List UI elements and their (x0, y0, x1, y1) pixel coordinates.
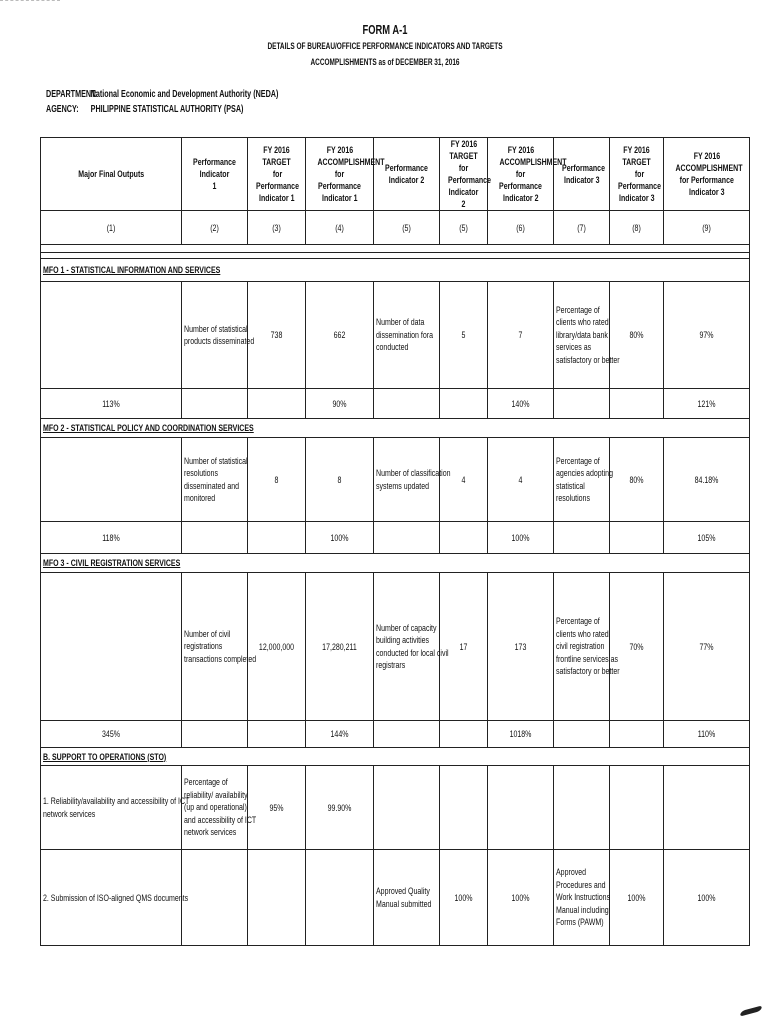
col-header-target1: FY 2016 TARGET for Performance Indicator 1 (248, 138, 306, 211)
spacer-row (41, 245, 750, 253)
section-title: B. SUPPORT TO OPERATIONS (STO) (41, 748, 750, 766)
accomplishment-3-value: 77% (664, 573, 750, 721)
col-number: (9) (664, 211, 750, 245)
summary-accomp2: 100% (488, 522, 554, 554)
summary-accomp1: 100% (306, 522, 374, 554)
accomplishment-2-value: 7 (488, 282, 554, 389)
summary-mfo: 113% (41, 389, 182, 419)
agency-value: PHILIPPINE STATISTICAL AUTHORITY (PSA) (90, 104, 244, 115)
summary-accomp1: 144% (306, 721, 374, 748)
section-row-sto (41, 748, 750, 766)
target-3-value: 80% (610, 438, 664, 522)
col-header-accomp3: FY 2016 ACCOMPLISHMENT for Performance Indicator 3 (664, 138, 750, 211)
indicator-row-mfo3 (41, 573, 750, 721)
form-date-line: ACCOMPLISHMENTS as of DECEMBER 31, 2016 (310, 57, 460, 67)
handwritten-mark (739, 1005, 762, 1016)
scan-edge-mark (0, 0, 60, 5)
summary-accomp2: 1018% (488, 721, 554, 748)
target-1-value: 738 (248, 282, 306, 389)
target-2-value: 17 (440, 573, 488, 721)
accomplishment-1-value: 17,280,211 (306, 573, 374, 721)
summary-mfo: 345% (41, 721, 182, 748)
accomplishment-2-value: 100% (488, 850, 554, 946)
accomplishment-1-value: 662 (306, 282, 374, 389)
indicator-3-text: Percentage of clients who rated civil registration frontline services as satisfactory or better (554, 573, 610, 721)
summary-row-mfo3 (41, 721, 750, 748)
indicator-2-text: Number of data dissemination fora conducted (374, 282, 440, 389)
sto-row-ict (41, 766, 750, 850)
indicator-row-mfo2 (41, 438, 750, 522)
target-2-value: 5 (440, 282, 488, 389)
accomplishment-3-value: 97% (664, 282, 750, 389)
col-number: (7) (554, 211, 610, 245)
target-2-value: 100% (440, 850, 488, 946)
mfo-cell (41, 438, 182, 522)
col-header-pi2: Performance Indicator 2 (374, 138, 440, 211)
section-row-mfo3 (41, 554, 750, 573)
col-number: (6) (488, 211, 554, 245)
target-3-value: 80% (610, 282, 664, 389)
accomplishment-3-value: 100% (664, 850, 750, 946)
indicator-2-text: Number of capacity building activities conducted for local civil registrars (374, 573, 440, 721)
col-number: (4) (306, 211, 374, 245)
mfo-cell (41, 573, 182, 721)
sto-mfo-qms: 2. Submission of ISO-aligned QMS documents (41, 850, 182, 946)
indicator-1-text: Number of statistical products disseminated (182, 282, 248, 389)
column-header-row (41, 138, 750, 211)
indicator-row-mfo1 (41, 282, 750, 389)
accomplishment-2-value: 4 (488, 438, 554, 522)
indicator-1-text: Number of statistical resolutions disseminated and monitored (182, 438, 248, 522)
form-title: FORM A-1 (362, 22, 408, 37)
section-title: MFO 1 - STATISTICAL INFORMATION AND SERVICES (41, 259, 750, 282)
target-1-value: 95% (248, 766, 306, 850)
indicator-1-text: Percentage of reliability/ availability (up and operational) and accessibility of ICT network services (182, 766, 248, 850)
accomplishment-1-value: 8 (306, 438, 374, 522)
col-header-pi1: Performance Indicator 1 (182, 138, 248, 211)
col-header-accomp2: FY 2016 ACCOMPLISHMENT for Performance Indicator 2 (488, 138, 554, 211)
summary-row-mfo2 (41, 522, 750, 554)
col-header-accomp1: FY 2016 ACCOMPLISHMENT for Performance Indicator 1 (306, 138, 374, 211)
section-row-mfo1 (41, 259, 750, 282)
sto-row-qms (41, 850, 750, 946)
summary-accomp1: 90% (306, 389, 374, 419)
summary-mfo: 118% (41, 522, 182, 554)
sto-mfo-ict: 1. Reliability/availability and accessibility of ICT network services (41, 766, 182, 850)
agency-label: AGENCY: (46, 104, 79, 115)
section-title: MFO 2 - STATISTICAL POLICY AND COORDINATION SERVICES (41, 419, 750, 438)
department-value: National Economic and Development Authority (NEDA) (90, 89, 279, 100)
indicator-3-text: Percentage of clients who rated library/data bank services as satisfactory or better (554, 282, 610, 389)
form-subtitle: DETAILS OF BUREAU/OFFICE PERFORMANCE INDICATORS AND TARGETS (267, 41, 503, 51)
summary-accomp2: 140% (488, 389, 554, 419)
accomplishment-3-value: 84.18% (664, 438, 750, 522)
summary-accomp3: 105% (664, 522, 750, 554)
accomplishment-2-value: 173 (488, 573, 554, 721)
col-header-target2: FY 2016 TARGET for Performance Indicator 2 (440, 138, 488, 211)
target-3-value: 100% (610, 850, 664, 946)
section-title: MFO 3 - CIVIL REGISTRATION SERVICES (41, 554, 750, 573)
col-number: (1) (41, 211, 182, 245)
target-1-value: 12,000,000 (248, 573, 306, 721)
section-row-mfo2 (41, 419, 750, 438)
summary-row-mfo1 (41, 389, 750, 419)
summary-accomp3: 121% (664, 389, 750, 419)
target-3-value: 70% (610, 573, 664, 721)
mfo-cell (41, 282, 182, 389)
indicator-2-text: Approved Quality Manual submitted (374, 850, 440, 946)
indicator-3-text: Approved Procedures and Work Instructions Manual including Forms (PAWM) (554, 850, 610, 946)
col-header-mfo: Major Final Outputs (41, 138, 182, 211)
summary-accomp3: 110% (664, 721, 750, 748)
col-number: (5) (440, 211, 488, 245)
target-2-value: 4 (440, 438, 488, 522)
indicator-2-text: Number of classification systems updated (374, 438, 440, 522)
col-number: (5) (374, 211, 440, 245)
col-number: (3) (248, 211, 306, 245)
target-1-value: 8 (248, 438, 306, 522)
indicator-3-text: Percentage of agencies adopting statistical resolutions (554, 438, 610, 522)
department-label: DEPARTMENT: (46, 89, 98, 100)
indicator-1-text: Number of civil registrations transactions completed (182, 573, 248, 721)
col-header-target3: FY 2016 TARGET for Performance Indicator 3 (610, 138, 664, 211)
column-number-row (41, 211, 750, 245)
department-line (46, 89, 278, 100)
col-number: (2) (182, 211, 248, 245)
accomplishment-1-value: 99.90% (306, 766, 374, 850)
col-header-pi3: Performance Indicator 3 (554, 138, 610, 211)
performance-table (40, 137, 750, 946)
agency-line (46, 104, 243, 115)
col-number: (8) (610, 211, 664, 245)
